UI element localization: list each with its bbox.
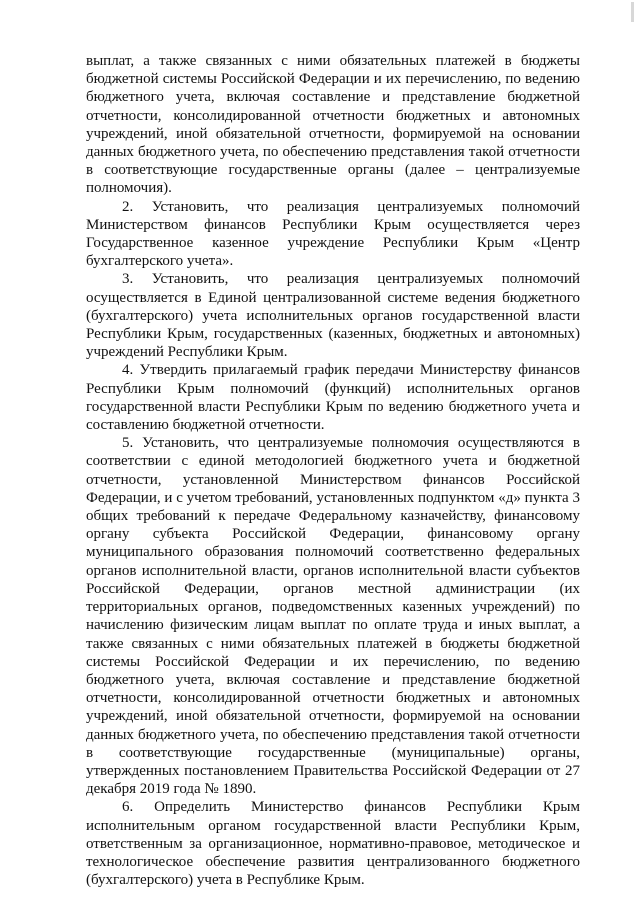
paragraph-item-2: 2. Установить, что реализация централизуемых полномочий Министерством финансов Республики Крым осуществляется через Государственное казенное учреждение Республики Крым «Центр бухгалтерского учета».: [86, 198, 580, 270]
scan-edge-mark: [631, 2, 634, 22]
paragraph-item-4: 4. Утвердить прилагаемый график передачи Министерству финансов Республики Крым полномочий (функций) исполнительных органов государственной власти Республики Крым по ведению бюджетного учета и составлению бюджетной отчетности.: [86, 362, 580, 434]
paragraph-item-5: 5. Установить, что централизуемые полномочия осуществляются в соответствии с единой методологией бюджетного учета и бюджетной отчетности, установленной Министерством финансов Российской Федерации, и с учетом требований, установленных подпунктом «д» пункта 3 общих требований к передаче Федеральному казначейству, финансовому органу субъекта Российской Федерации, финансовому органу муниципального образования полномочий соответственно федеральных органов исполнительной власти, органов исполнительной власти субъектов Российской Федерации, органов местной администрации (их территориальных органов, подведомственных казенных учреждений) по начислению физическим лицам выплат по оплате труда и иных выплат, а также связанных с ними обязательных платежей в бюджеты бюджетной системы Российской Федерации и их перечислению, по ведению бюджетного учета, включая составление и представление бюджетной отчетности, консолидированной отчетности бюджетных и автономных учреждений, иной обязательной отчетности, формируемой на основании данных бюджетного учета, по обеспечению представления такой отчетности в соответствующие государственные (муниципальные) органы, утвержденных постановлением Правительства Российской Федерации от 27 декабря 2019 года № 1890.: [86, 435, 580, 798]
document-body: [86, 52, 580, 889]
paragraph-item-6: 6. Определить Министерство финансов Республики Крым исполнительным органом государственной власти Республики Крым, ответственным за организационное, нормативно-правовое, методическое и технологическое обеспечение развития централизованного бюджетного (бухгалтерского) учета в Республике Крым.: [86, 799, 580, 889]
paragraph-item-3: 3. Установить, что реализация централизуемых полномочий осуществляется в Единой централизованной системе ведения бюджетного (бухгалтерского) учета исполнительных органов государственной власти Республики Крым, государственных (казенных, бюджетных и автономных) учреждений Республики Крым.: [86, 271, 580, 361]
paragraph-continuation: выплат, а также связанных с ними обязательных платежей в бюджеты бюджетной системы Российской Федерации и их перечислению, по ведению бюджетного учета, включая составление и представление бюджетной отчетности, консолидированной отчетности бюджетных и автономных учреждений, иной обязательной отчетности, формируемой на основании данных бюджетного учета, по обеспечению представления такой отчетности в соответствующие государственные органы (далее – централизуемые полномочия).: [86, 53, 580, 197]
